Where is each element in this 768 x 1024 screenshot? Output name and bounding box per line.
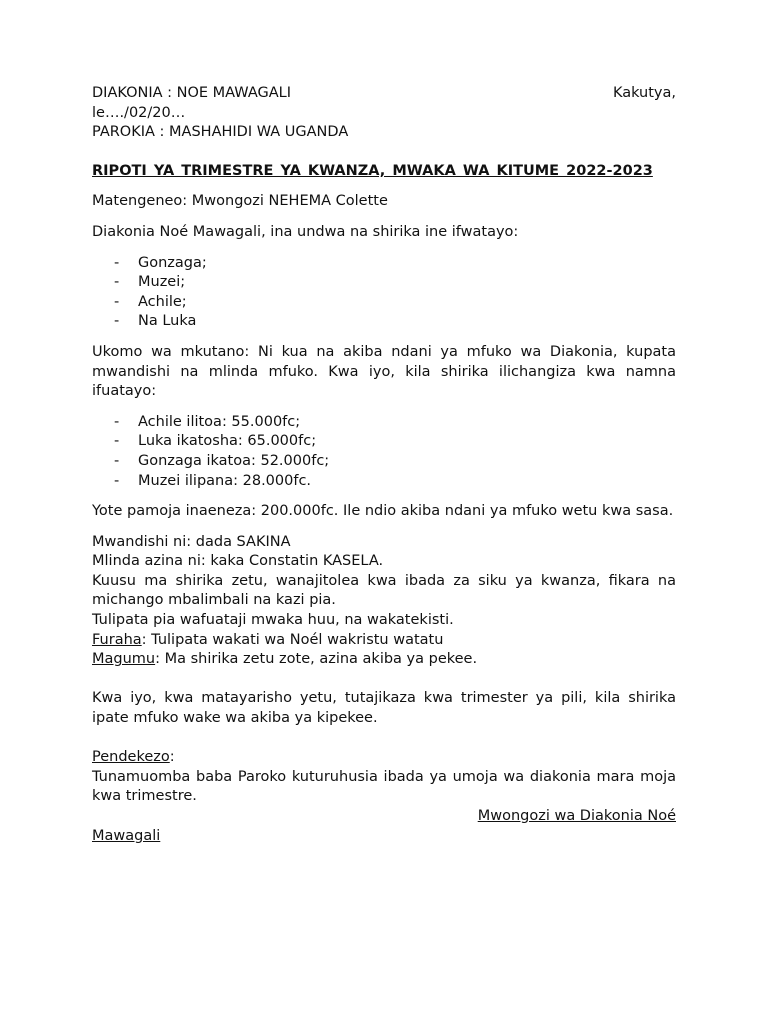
mwandishi-line: Mwandishi ni: dada SAKINA <box>92 533 291 550</box>
matengeneo-line: Matengeneo: Mwongozi NEHEMA Colette <box>92 193 388 210</box>
furaha-label: Furaha <box>92 631 142 648</box>
michango-list <box>92 413 676 491</box>
dash-bullet: - <box>114 433 120 450</box>
list-item <box>92 472 676 492</box>
dash-bullet: - <box>114 293 120 310</box>
list-item <box>92 293 676 313</box>
furaha-text: : Tulipata wakati wa Noél wakristu watatu <box>141 631 444 648</box>
dash-bullet: - <box>114 313 120 330</box>
mlinda-line: Mlinda azina ni: kaka Constatin KASELA. <box>92 553 384 570</box>
spacer <box>92 729 676 749</box>
diakonia-name: DIAKONIA : NOE MAWAGALI <box>92 85 292 101</box>
shirika-item: Na Luka <box>138 313 197 330</box>
shirika-item: Gonzaga; <box>138 254 207 271</box>
list-item <box>92 254 676 274</box>
ukomo-paragraph: Ukomo wa mkutano: Ni kua na akiba ndani ya mfuko wa Diakonia, kupata mwandishi na mlinda mfuko. Kwa iyo, kila shirika ilichangiza kwa namna ifuatayo: <box>92 343 676 400</box>
mchango-item: Muzei ilipana: 28.000fc. <box>138 472 312 489</box>
list-item <box>92 432 676 452</box>
wafuataji-line: Tulipata pia wafuataji mwaka huu, na wakatekisti. <box>92 612 454 629</box>
dash-bullet: - <box>114 413 120 430</box>
dash-bullet: - <box>114 274 120 291</box>
kwaiyo-paragraph: Kwa iyo, kwa matayarisho yetu, tutajikaza kwa trimester ya pili, kila shirika ipate mfuko wake wa akiba ya kipekee. <box>92 690 676 727</box>
date-line: le…./02/20… <box>92 104 186 121</box>
shirika-list <box>92 254 676 332</box>
shirika-item: Muzei; <box>138 274 186 291</box>
mchango-item: Luka ikatosha: 65.000fc; <box>138 433 317 450</box>
jumla-paragraph: Yote pamoja inaeneza: 200.000fc. Ile ndio akiba ndani ya mfuko wetu kwa sasa. <box>92 503 674 520</box>
magumu-line <box>92 650 676 670</box>
pendekezo-colon: : <box>169 749 175 766</box>
pendekezo-label: Pendekezo <box>92 749 170 766</box>
intro-line: Diakonia Noé Mawagali, ina undwa na shirika ine ifwatayo: <box>92 223 519 240</box>
dash-bullet: - <box>114 254 120 271</box>
parokia-line: PAROKIA : MASHAHIDI WA UGANDA <box>92 124 349 141</box>
furaha-line <box>92 631 676 651</box>
magumu-text: : Ma shirika zetu zote, azina akiba ya pekee. <box>155 651 478 668</box>
mchango-item: Achile ilitoa: 55.000fc; <box>138 413 301 430</box>
magumu-label: Magumu <box>92 651 156 668</box>
list-item <box>92 273 676 293</box>
place-name: Kakutya, <box>612 85 676 101</box>
kuusu-paragraph: Kuusu ma shirika zetu, wanajitolea kwa ibada za siku ya kwanza, fikara na michango mbalimbali na kazi pia. <box>92 572 676 609</box>
signature-text-1: Mwongozi wa Diakonia Noé <box>477 808 676 824</box>
dash-bullet: - <box>114 452 120 469</box>
spacer <box>92 670 676 690</box>
signature-line-1 <box>92 807 676 827</box>
document-page <box>92 84 676 846</box>
list-item <box>92 452 676 472</box>
pendekezo-heading <box>92 748 676 768</box>
header-row <box>92 84 676 104</box>
pendekezo-paragraph: Tunamuomba baba Paroko kuturuhusia ibada ya umoja wa diakonia mara moja kwa trimestre. <box>92 768 676 805</box>
shirika-item: Achile; <box>138 293 187 310</box>
dash-bullet: - <box>114 472 120 489</box>
list-item <box>92 413 676 433</box>
signature-text-2: Mawagali <box>92 827 161 844</box>
mchango-item: Gonzaga ikatoa: 52.000fc; <box>138 452 330 469</box>
signature-line-2 <box>92 827 676 847</box>
report-title: RIPOTI YA TRIMESTRE YA KWANZA, MWAKA WA KITUME 2022-2023 <box>92 162 653 179</box>
list-item <box>92 312 676 332</box>
